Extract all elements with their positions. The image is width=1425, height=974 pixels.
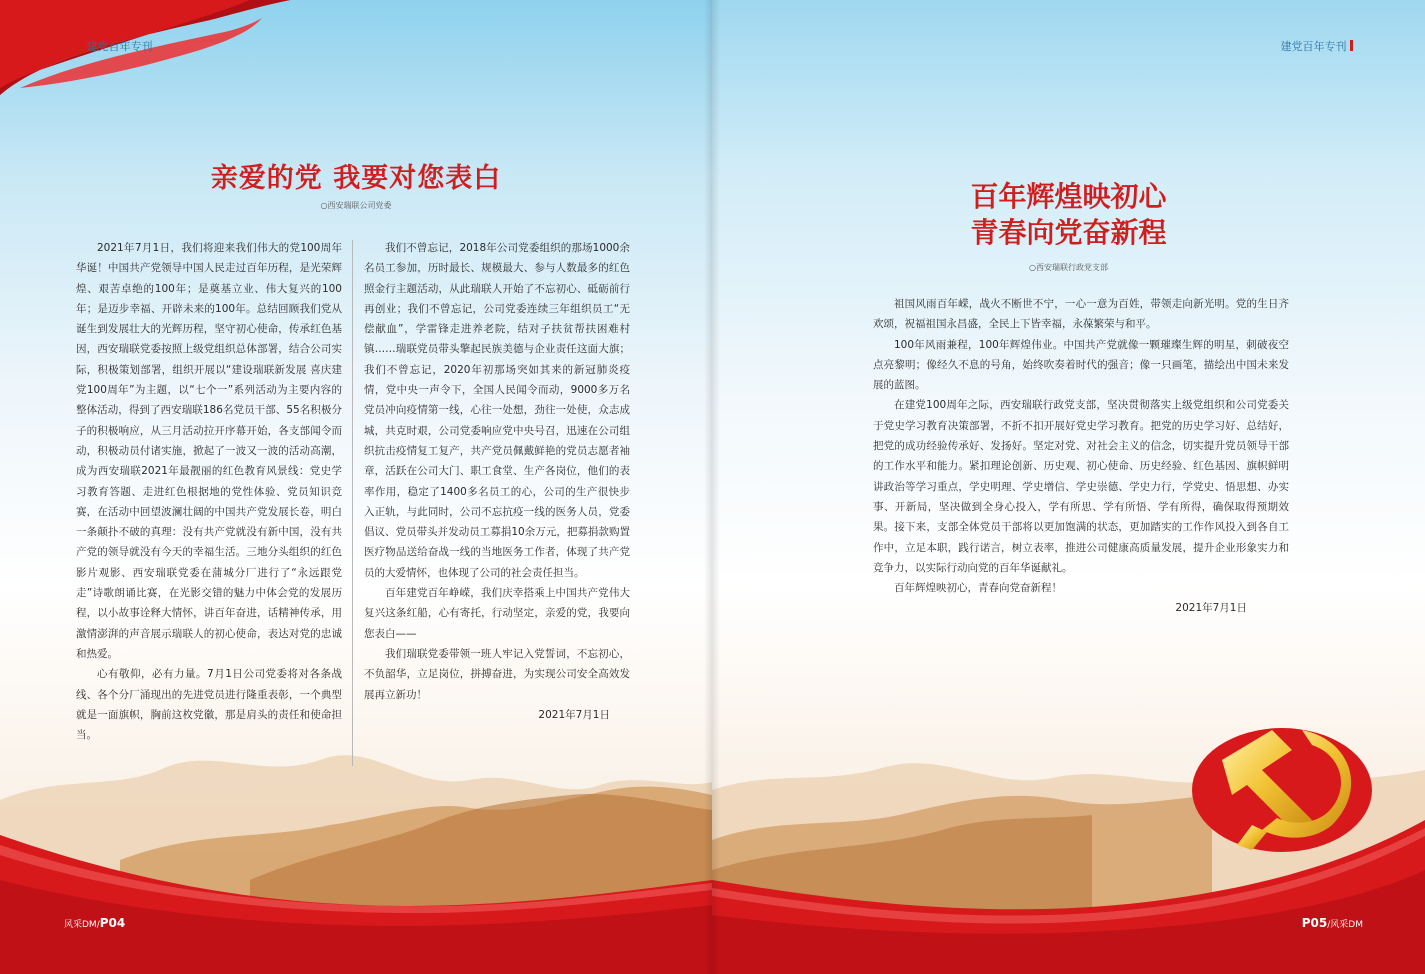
article-column-2: [364, 238, 630, 725]
article-body: [873, 294, 1289, 619]
page-footer: 风采DM/P04: [64, 916, 126, 930]
article-column-1: [76, 238, 342, 745]
paragraph: 百年建党百年峥嵘，我们庆幸搭乘上中国共产党伟大复兴这条红船，心有寄托，行动坚定，亲爱的党，我要向您表白——: [364, 587, 630, 640]
paragraph: 我们不曾忘记，2018年公司党委组织的那场1000余名员工参加，历时最长、规模最大、参与人数最多的红色照金行主题活动，从此瑞联人开始了不忘初心、砥砺前行再创业；我们不曾忘记，公司党委连续三年组织员工“无偿献血”，学雷锋走进养老院，结对子扶贫帮扶困难村镇……瑞联党员带头擎起民族美德与企业责任这面大旗；我们不曾忘记，2020年初那场突如其来的新冠肺炎疫情，党中央一声令下，全国人民闻令而动，9000多万名党员冲向疫情第一线，心往一处想，劲往一处使，众志成城，共克时艰，公司党委响应党中央号召，迅速在公司组织抗击疫情复工复产，共产党员佩戴鲜艳的党员志愿者袖章，活跃在公司大门、职工食堂、生产各岗位，他们的表率作用，稳定了1400多名员工的心，公司的生产很快步入正轨，与此同时，公司不忘抗疫一线的医务人员，党委倡议、党员带头并发动员工募捐10余万元，把募捐款购置医疗物品送给奋战一线的当地医务工作者，体现了共产党员的大爱情怀，也体现了公司的社会责任担当。: [364, 242, 630, 579]
title-line-1: 百年辉煌映初心: [970, 180, 1167, 213]
footer-brand: 风采DM: [64, 920, 97, 930]
article-date: 2021年7月1日: [538, 708, 610, 721]
party-emblem-icon: [1182, 700, 1382, 860]
paragraph: 祖国风雨百年嵘，战火不断世不宁，一心一意为百姓，带领走向新光明。党的生日齐欢颂，祝福祖国永昌盛，全民上下皆幸福，永葆繁荣与和平。: [873, 298, 1289, 331]
article-byline: ○西安瑞联公司党委: [320, 201, 392, 210]
title-line-2: 青春向党奋新程: [970, 216, 1167, 249]
header-bar: [1350, 40, 1353, 51]
left-page: [0, 0, 712, 974]
header-tag: [1281, 38, 1354, 54]
right-page: [712, 0, 1425, 974]
page-gutter: [704, 0, 720, 974]
paragraph: 100年风雨兼程，100年辉煌伟业。中国共产党就像一颗璀璨生辉的明星，刺破夜空点亮黎明；像经久不息的号角，始终吹奏着时代的强音；像一只画笔，描绘出中国未来发展的蓝图。: [873, 338, 1289, 392]
paragraph: 2021年7月1日，我们将迎来我们伟大的党100周年华诞！中国共产党领导中国人民走过百年历程，是光荣辉煌、艰苦卓绝的100年；是奠基立业、伟大复兴的100年；是迈步幸福、开辟未来的100年。总结回顾我们党从诞生到发展壮大的光辉历程，坚守初心使命，传承红色基因，西安瑞联党委按照上级党组织总体部署，结合公司实际，积极策划部署，组织开展以“建设瑞联新发展 喜庆建党100周年”为主题，以“七个一”系列活动为主要内容的整体活动，得到了西安瑞联186名党员干部、55名积极分子的积极响应，从三月活动拉开序幕开始，各支部闻令而动，积极动员付诸实施，掀起了一波又一波的活动高潮，成为西安瑞联2021年最靓丽的红色教育风景线：党史学习教育答题、走进红色根据地的党性体验、党员知识竞赛，在活动中回望波澜壮阔的中国共产党发展长卷，明白一条颠扑不破的真理：没有共产党就没有新中国，没有共产党的领导就没有今天的幸福生活。三地分头组织的红色影片观影、西安瑞联党委在蒲城分厂进行了“永远跟党走”诗歌朗诵比赛，在光影交错的魅力中体会党的发展历程，以小故事诠释大情怀，讲百年奋进，话精神传承，用激情澎湃的声音展示瑞联人的初心使命，表达对党的忠诚和热爱。: [76, 242, 342, 660]
header-tag-text: 建党百年专刊: [1280, 40, 1347, 53]
footer-brand: 风采DM: [1330, 920, 1363, 930]
article-byline: ○西安瑞联行政党支部: [1029, 263, 1108, 272]
article-date: 2021年7月1日: [1175, 602, 1247, 615]
page-number: P05: [1301, 916, 1328, 930]
page-number: P04: [99, 916, 126, 930]
article-title: [712, 179, 1425, 251]
paragraph: 百年辉煌映初心，青春向党奋新程！: [894, 582, 1062, 595]
header-tag: [80, 38, 153, 54]
paragraph: 在建党100周年之际，西安瑞联行政党支部，坚决贯彻落实上级党组织和公司党委关于党史学习教育决策部署，不折不扣开展好党史学习教育。把党的历史学习好、总结好，把党的成功经验传承好、发扬好。坚定对党、对社会主义的信念，切实提升党员领导干部的工作水平和能力。紧扣理论创新、历史观、初心使命、历史经验、红色基因、旗帜鲜明讲政治等学习重点，学史明理、学史增信、学史崇德、学史力行，学党史、悟思想、办实事、开新局，坚决做到全身心投入，学有所思、学有所悟、学有所得，确保取得预期效果。接下来，支部全体党员干部将以更加饱满的状态，更加踏实的工作作风投入到各自工作中，立足本职，践行诺言，树立表率，推进公司健康高质量发展，提升企业形象实力和竞争力，以实际行动向党的百年华诞献礼。: [873, 399, 1289, 574]
header-tag-text: 建党百年专刊: [86, 40, 153, 53]
article-title: 亲爱的党 我要对您表白: [210, 163, 502, 194]
header-bar: [80, 40, 83, 51]
paragraph: 我们瑞联党委带领一班人牢记入党誓词，不忘初心，不负韶华，立足岗位，拼搏奋进，为实现公司安全高效发展再立新功！: [364, 647, 630, 701]
paragraph: 心有敬仰，必有力量。7月1日公司党委将对各条战线、各个分厂涌现出的先进党员进行隆重表彰，一个典型就是一面旗帜，胸前这枚党徽，那是肩头的责任和使命担当。: [76, 668, 342, 742]
page-footer: P05/风采DM: [1301, 916, 1363, 930]
column-divider: [352, 240, 353, 766]
